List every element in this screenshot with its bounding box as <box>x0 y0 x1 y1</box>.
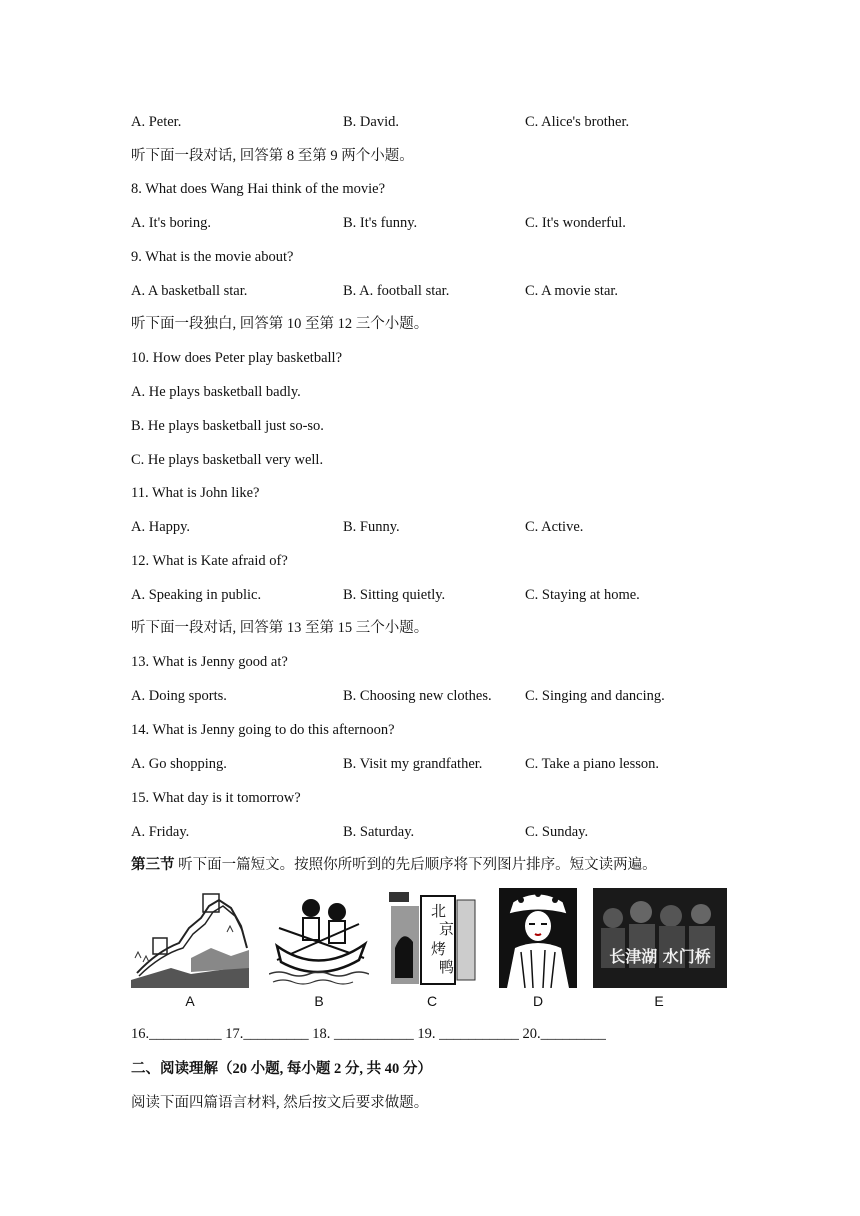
picture-b-boat <box>269 888 369 988</box>
c-sign-char-1: 北 <box>431 902 447 920</box>
question-15: 15. What day is it tomorrow? <box>131 790 301 806</box>
picture-c-roast-duck-sign <box>387 888 477 988</box>
c-sign-char-4: 鸭 <box>439 958 455 976</box>
picture-label-a: A <box>185 993 195 1009</box>
q13-option-a: A. Doing sports. <box>131 688 227 704</box>
q12-option-c: C. Staying at home. <box>525 587 640 603</box>
question-14: 14. What is Jenny going to do this afternoon? <box>131 722 395 738</box>
q10-option-c: C. He plays basketball very well. <box>131 452 324 468</box>
question-10: 10. How does Peter play basketball? <box>131 350 343 366</box>
part-2-instruction: 阅读下面四篇语言材料, 然后按文后要求做题。 <box>131 1095 429 1111</box>
q10-option-a: A. He plays basketball badly. <box>131 384 301 400</box>
q13-option-c: C. Singing and dancing. <box>525 688 665 704</box>
q12-option-a: A. Speaking in public. <box>131 587 262 603</box>
question-9: 9. What is the movie about? <box>131 249 294 265</box>
q15-option-a: A. Friday. <box>131 824 190 840</box>
q7-option-a: A. Peter. <box>131 114 182 130</box>
q11-option-b: B. Funny. <box>343 519 400 535</box>
picture-e-movie-poster <box>593 888 727 988</box>
q13-option-b: B. Choosing new clothes. <box>343 688 492 704</box>
q7-option-c: C. Alice's brother. <box>525 114 630 130</box>
q11-option-a: A. Happy. <box>131 519 191 535</box>
q11-option-c: C. Active. <box>525 519 584 535</box>
question-12: 12. What is Kate afraid of? <box>131 553 288 569</box>
section-3-instruction <box>131 856 657 874</box>
section-3-text: 听下面一篇短文。按照你所听到的先后顺序将下列图片排序。短文读两遍。 <box>174 857 657 873</box>
q12-option-b: B. Sitting quietly. <box>343 587 446 603</box>
q9-option-a: A. A basketball star. <box>131 283 248 299</box>
instruction-13-15: 听下面一段对话, 回答第 13 至第 15 三个小题。 <box>131 620 429 636</box>
q15-option-b: B. Saturday. <box>343 824 415 840</box>
part-2-heading: 二、阅读理解（20 小题, 每小题 2 分, 共 40 分） <box>131 1061 432 1077</box>
q7-option-b: B. David. <box>343 114 399 130</box>
picture-d-peking-opera <box>499 888 577 988</box>
question-13: 13. What is Jenny good at? <box>131 654 288 670</box>
picture-row <box>131 888 731 1013</box>
q14-option-a: A. Go shopping. <box>131 756 227 772</box>
picture-a-great-wall <box>131 888 249 988</box>
question-8: 8. What does Wang Hai think of the movie? <box>131 181 386 197</box>
q10-option-b: B. He plays basketball just so-so. <box>131 418 324 434</box>
picture-label-e: E <box>654 993 664 1009</box>
c-sign-char-3: 烤 <box>431 940 447 958</box>
q8-option-a: A. It's boring. <box>131 215 211 231</box>
picture-label-c: C <box>426 993 438 1009</box>
picture-label-b: B <box>314 993 324 1009</box>
q9-option-c: C. A movie star. <box>525 283 619 299</box>
answer-blanks-16-20: 16.__________ 17._________ 18. ___________ 19. ___________ 20._________ <box>131 1026 606 1042</box>
question-11: 11. What is John like? <box>131 485 260 501</box>
q8-option-c: C. It's wonderful. <box>525 215 626 231</box>
picture-label-d: D <box>532 993 544 1009</box>
q15-option-c: C. Sunday. <box>525 824 589 840</box>
q14-option-c: C. Take a piano lesson. <box>525 756 660 772</box>
instruction-8-9: 听下面一段对话, 回答第 8 至第 9 两个小题。 <box>131 148 414 164</box>
e-poster-title: 长津湖 水门桥 <box>609 947 711 966</box>
q14-option-b: B. Visit my grandfather. <box>343 756 483 772</box>
c-sign-char-2: 京 <box>439 920 455 938</box>
section-3-label: 第三节 <box>131 857 175 873</box>
q9-option-b: B. A. football star. <box>343 283 450 299</box>
instruction-10-12: 听下面一段独白, 回答第 10 至第 12 三个小题。 <box>131 316 429 332</box>
q8-option-b: B. It's funny. <box>343 215 418 231</box>
